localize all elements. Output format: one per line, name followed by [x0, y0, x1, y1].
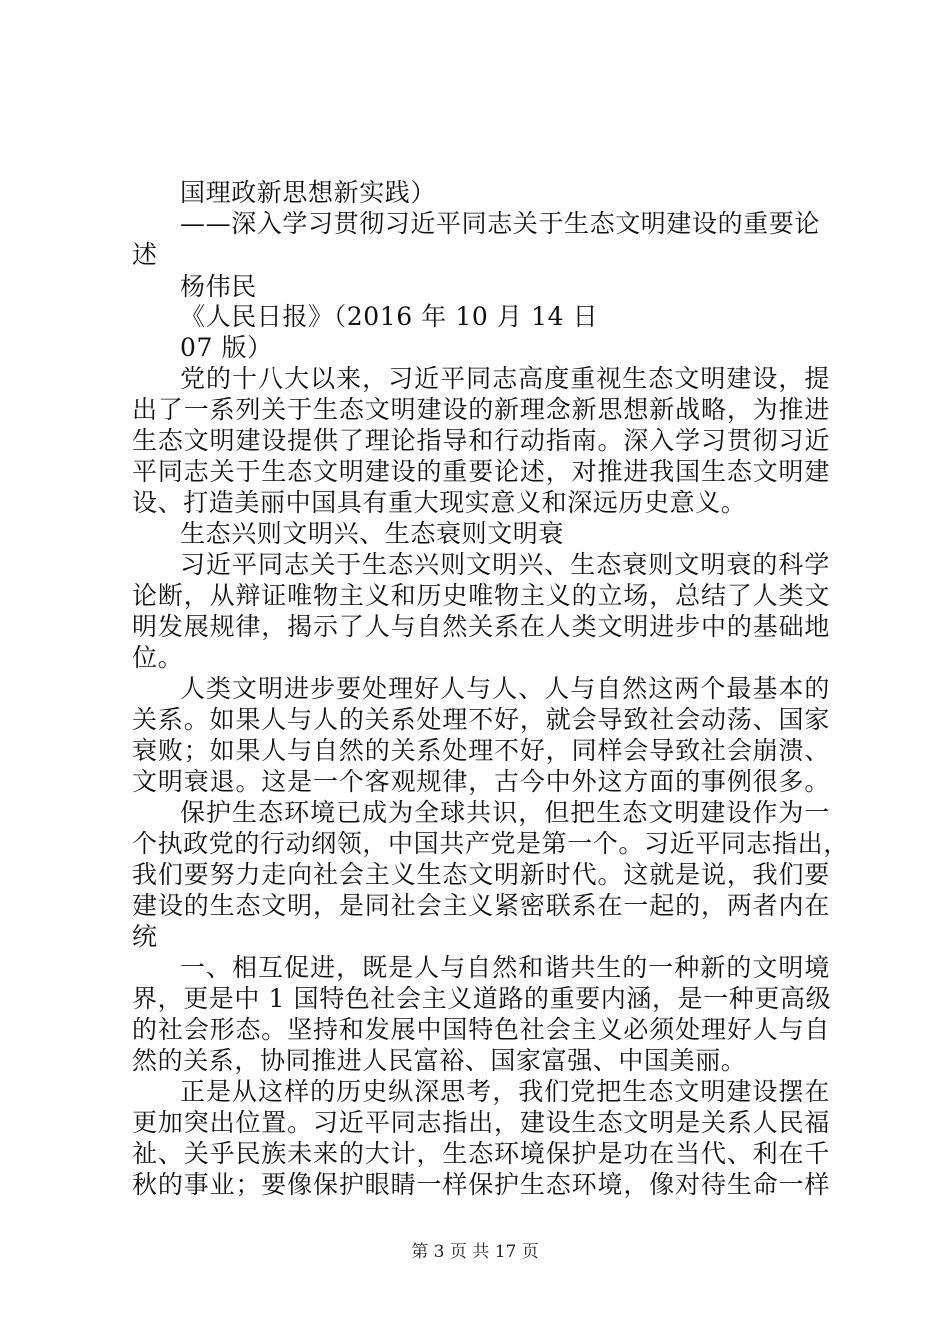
paragraph-line: 然的关系，协同推进人民富裕、国家富强、中国美丽。: [132, 1046, 747, 1075]
page-number-footer: 第 3 页 共 17 页: [411, 1242, 539, 1262]
paragraph-line: 明发展规律，揭示了人与自然关系在人类文明进步中的基础地: [132, 612, 830, 641]
subtitle-line-1: ——深入学习贯彻习近平同志关于生态文明建设的重要论: [180, 209, 821, 238]
paragraph-line: 我们要努力走向社会主义生态文明新时代。这就是说，我们要: [132, 860, 830, 889]
paragraph-line: 一、相互促进，既是人与自然和谐共生的一种新的文明境: [180, 953, 830, 982]
paragraph-line: 平同志关于生态文明建设的重要论述，对推进我国生态文明建: [132, 457, 830, 486]
paragraph-line: 衰败；如果人与自然的关系处理不好，同样会导致社会崩溃、: [132, 736, 830, 765]
paragraph-line: 正是从这样的历史纵深思考，我们党把生态文明建设摆在: [180, 1077, 830, 1106]
title-line: 国理政新思想新实践）: [180, 178, 437, 207]
paragraph-line: 党的十八大以来，习近平同志高度重视生态文明建设，提: [180, 364, 830, 393]
paragraph-line: 关系。如果人与人的关系处理不好，就会导致社会动荡、国家: [132, 705, 830, 734]
section-heading: 生态兴则文明兴、生态衰则文明衰: [180, 519, 565, 548]
paragraph-line: 出了一系列关于生态文明建设的新理念新思想新战略，为推进: [132, 395, 830, 424]
paragraph-line: 秋的事业；要像保护眼睛一样保护生态环境，像对待生命一样: [132, 1170, 830, 1199]
paragraph-line: 人类文明进步要处理好人与人、人与自然这两个最基本的: [180, 674, 830, 703]
subtitle-line-2: 述: [132, 240, 158, 269]
source-line-2: 07 版）: [180, 333, 273, 362]
paragraph-line: 设、打造美丽中国具有重大现实意义和深远历史意义。: [132, 488, 747, 517]
paragraph-line: 建设的生态文明，是同社会主义紧密联系在一起的，两者内在: [132, 891, 830, 920]
paragraph-line: 论断，从辩证唯物主义和历史唯物主义的立场，总结了人类文: [132, 581, 830, 610]
paragraph-line: 的社会形态。坚持和发展中国特色社会主义必须处理好人与自: [132, 1015, 830, 1044]
paragraph-line: 祉、关乎民族未来的大计，生态环境保护是功在当代、利在千: [132, 1139, 830, 1168]
author-line: 杨伟民: [180, 272, 257, 301]
paragraph-line: 位。: [132, 643, 184, 672]
paragraph-line: 更加突出位置。习近平同志指出，建设生态文明是关系人民福: [132, 1108, 830, 1137]
paragraph-line: 文明衰退。这是一个客观规律，古今中外这方面的事例很多。: [132, 767, 830, 796]
paragraph-line: 统: [132, 922, 158, 951]
paragraph-line: 界，更是中 1 国特色社会主义道路的重要内涵，是一种更高级: [132, 984, 832, 1013]
paragraph-line: 保护生态环境已成为全球共识，但把生态文明建设作为一: [180, 798, 830, 827]
paragraph-line: 习近平同志关于生态兴则文明兴、生态衰则文明衰的科学: [180, 550, 830, 579]
paragraph-line: 个执政党的行动纲领，中国共产党是第一个。习近平同志指出，: [132, 829, 849, 858]
paragraph-line: 生态文明建设提供了理论指导和行动指南。深入学习贯彻习近: [132, 426, 830, 455]
source-line-1: 《人民日报》（2016 年 10 月 14 日: [180, 302, 599, 331]
